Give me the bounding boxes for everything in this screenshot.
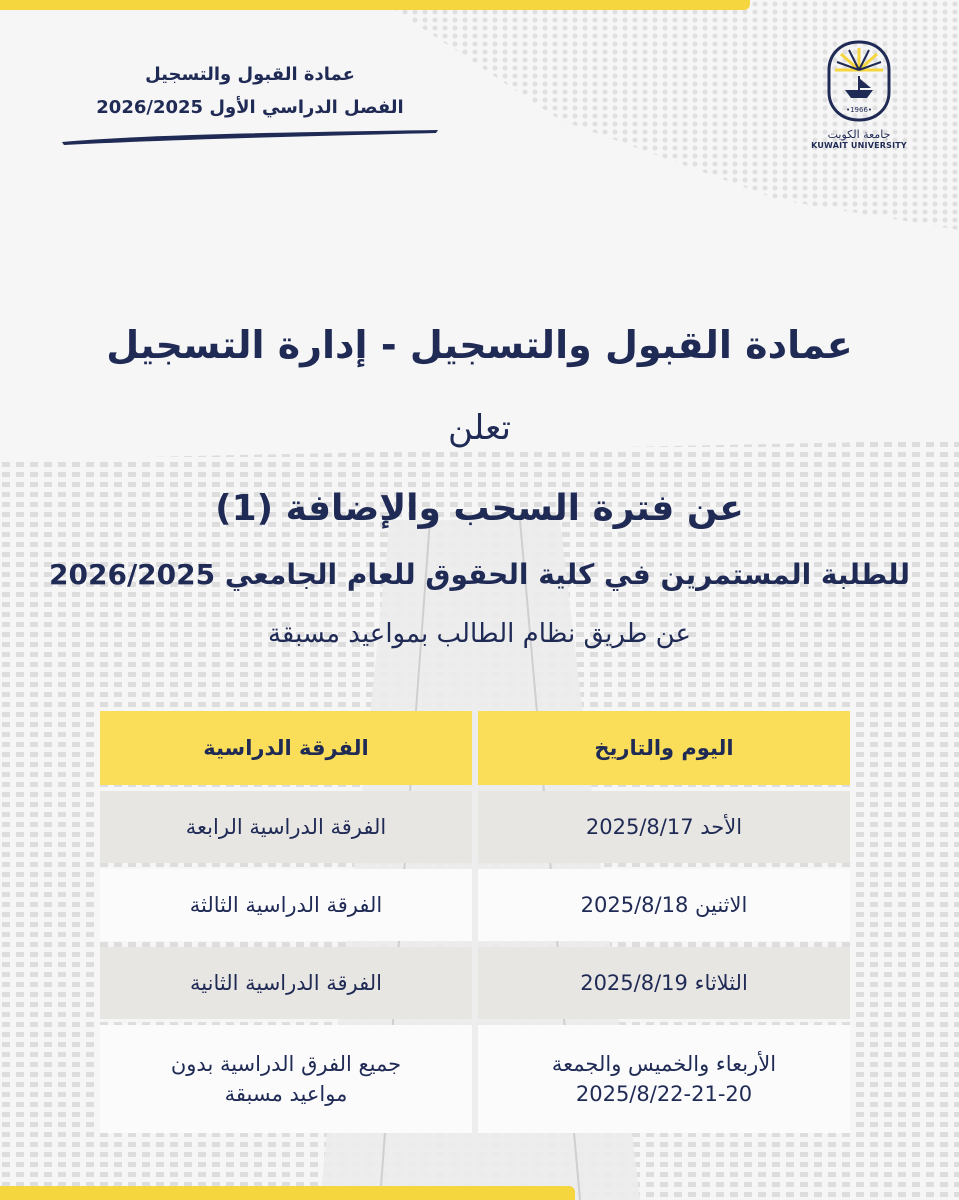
row-date-dates: 2025/8/22-21-20 (575, 1082, 753, 1106)
deanship-name: عمادة القبول والتسجيل (145, 64, 355, 85)
kuwait-university-logo (811, 40, 907, 150)
bottom-accent-bar (0, 1186, 575, 1200)
semester-label: الفصل الدراسي الأول 2026/2025 (96, 97, 404, 118)
row-level: الفرقة الدراسية الثانية (100, 947, 472, 1019)
target-students-label: للطلبة المستمرين في كلية الحقوق للعام الجامعي 2026/2025 (49, 558, 910, 591)
row-level-line1: جميع الفرق الدراسية بدون (170, 1051, 402, 1076)
drop-add-period-label: عن فترة السحب والإضافة (1) (215, 488, 744, 529)
row-level-line2: مواعيد مسبقة (224, 1082, 348, 1106)
header-level: الفرقة الدراسية (100, 711, 472, 785)
table-row (100, 1025, 850, 1133)
announcement-title: عمادة القبول والتسجيل - إدارة التسجيل (106, 323, 853, 367)
row-level (100, 1025, 472, 1133)
row-date (478, 1025, 850, 1133)
logo-year: •1966• (845, 106, 873, 114)
university-emblem-icon (827, 40, 891, 122)
schedule-table (100, 711, 862, 1133)
row-level: الفرقة الدراسية الرابعة (100, 791, 472, 863)
registration-method-label: عن طريق نظام الطالب بمواعيد مسبقة (267, 619, 691, 649)
header-date: اليوم والتاريخ (478, 711, 850, 785)
row-date: الأحد 2025/8/17 (478, 791, 850, 863)
row-date: الثلاثاء 2025/8/19 (478, 947, 850, 1019)
table-header-row (100, 711, 850, 785)
deanship-header (60, 64, 440, 152)
row-date: الاثنين 2025/8/18 (478, 869, 850, 941)
logo-name-english: KUWAIT UNIVERSITY (811, 141, 907, 150)
row-date-days: الأربعاء والخميس والجمعة (551, 1051, 777, 1076)
top-accent-bar (0, 0, 750, 10)
announces-label: تعلن (447, 408, 511, 448)
table-row (100, 869, 850, 941)
logo-name-arabic: جامعة الكويت (827, 128, 891, 141)
table-row (100, 791, 850, 863)
row-level: الفرقة الدراسية الثالثة (100, 869, 472, 941)
table-row (100, 947, 850, 1019)
brush-stroke-divider (60, 128, 440, 148)
